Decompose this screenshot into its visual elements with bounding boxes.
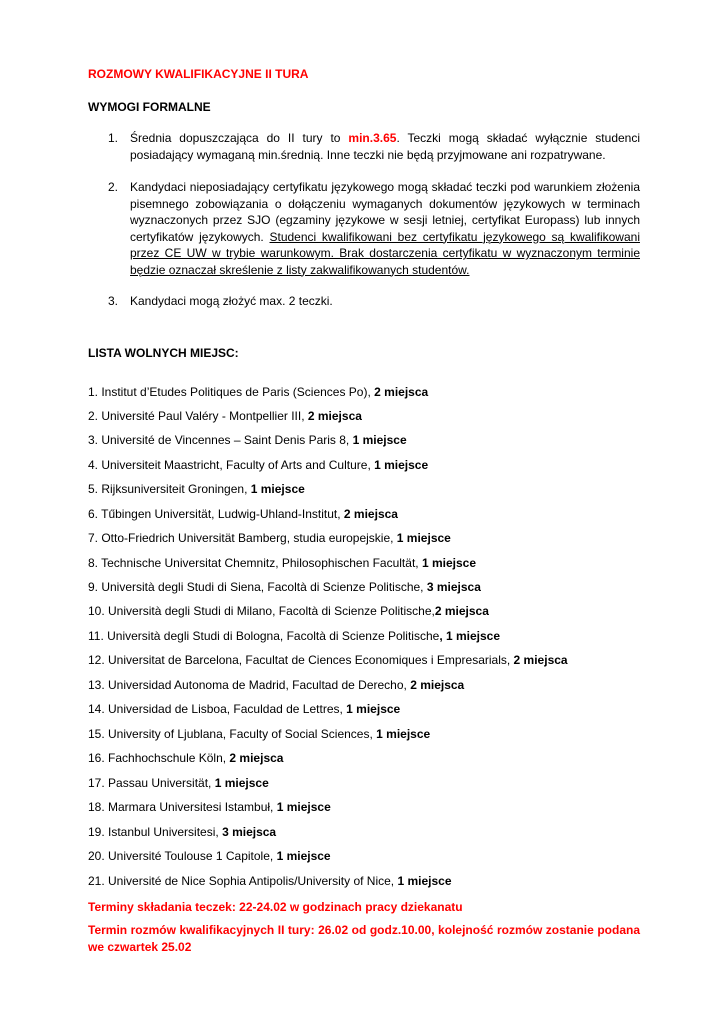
- place-name: 2. Université Paul Valéry - Montpellier III,: [88, 409, 308, 423]
- requirement-number: 3.: [108, 294, 119, 308]
- place-name: 7. Otto-Friedrich Universität Bamberg, studia europejskie,: [88, 531, 397, 545]
- list-item: [88, 556, 640, 570]
- list-item: [88, 458, 640, 472]
- place-count: 2 miejsca: [374, 385, 429, 399]
- minimum-average-value: min.3.65: [348, 131, 397, 145]
- list-item: [88, 482, 640, 496]
- requirement-text: [130, 179, 640, 278]
- list-item: [88, 604, 640, 618]
- place-name: 17. Passau Universität,: [88, 776, 215, 790]
- document-title: ROZMOWY KWALIFIKACYJNE II TURA: [88, 67, 309, 81]
- list-item: [88, 433, 640, 447]
- place-name: 10. Università degli Studi di Milano, Facoltà di Scienze Politische,: [88, 604, 435, 618]
- place-count: 2 miejsca: [410, 678, 465, 692]
- place-count: 1 miejsce: [346, 702, 401, 716]
- place-name: 11. Università degli Studi di Bologna, Facoltà di Scienze Politische: [88, 629, 440, 643]
- place-name: 1. Institut d’Etudes Politiques de Paris (Sciences Po),: [88, 385, 375, 399]
- requirement-text: [130, 130, 640, 163]
- place-count: 2 miejsca: [307, 409, 362, 423]
- place-count: 1 miejsce: [276, 849, 331, 863]
- place-name: 9. Università degli Studi di Siena, Facoltà di Scienze Politische,: [88, 580, 427, 594]
- place-count: 1 miejsce: [376, 727, 431, 741]
- list-item: [88, 531, 640, 545]
- place-name: 3. Université de Vincennes – Saint Denis Paris 8,: [88, 433, 353, 447]
- list-item: [88, 776, 640, 790]
- requirement-text-underlined: Studenci kwalifikowani bez certyfikatu językowego są kwalifikowani przez CE UW w trybie warunkowym. Brak dostarczenia certyfikatu w wyznaczonym terminie będzie oznaczał skreślenie z listy zakwalifikowanych studentów.: [130, 229, 640, 277]
- place-name: 21. Université de Nice Sophia Antipolis/University of Nice,: [88, 874, 398, 888]
- place-name: 5. Rijksuniversiteit Groningen,: [88, 482, 251, 496]
- place-name: 8. Technische Universitat Chemnitz, Philosophischen Facultät,: [88, 556, 422, 570]
- list-item: [88, 385, 640, 399]
- list-item: [88, 507, 640, 521]
- place-count: 1 miejsce: [276, 800, 331, 814]
- list-item: [88, 727, 640, 741]
- list-item: [88, 874, 640, 888]
- place-name: 16. Fachhochschule Köln,: [88, 751, 230, 765]
- place-name: 4. Universiteit Maastricht, Faculty of Arts and Culture,: [88, 458, 375, 472]
- place-name: 12. Universitat de Barcelona, Facultat de Ciences Economiques i Empresarials,: [88, 653, 514, 667]
- requirement-number: 1.: [108, 131, 119, 145]
- place-count: , 1 miejsce: [439, 629, 501, 643]
- place-name: 6. Tűbingen Universität, Ludwig-Uhland-Institut,: [88, 507, 344, 521]
- requirement-number: 2.: [108, 180, 119, 194]
- list-item: [88, 825, 640, 839]
- place-name: 20. Université Toulouse 1 Capitole,: [88, 849, 277, 863]
- list-item: [88, 751, 640, 765]
- requirement-text: Kandydaci mogą złożyć max. 2 teczki.: [130, 294, 333, 308]
- place-name: 14. Universidad de Lisboa, Faculdad de Lettres,: [88, 702, 347, 716]
- place-count: 2 miejsca: [229, 751, 284, 765]
- requirement-text-pre: Średnia dopuszczająca do II tury to: [130, 131, 349, 145]
- list-item: [88, 653, 640, 667]
- place-count: 1 miejsce: [374, 458, 429, 472]
- place-count: 3 miejsca: [426, 580, 481, 594]
- list-heading: LISTA WOLNYCH MIEJSC:: [88, 346, 239, 360]
- place-count: 1 miejsce: [421, 556, 476, 570]
- place-name: 18. Marmara Universitesi Istambuł,: [88, 800, 277, 814]
- list-item: [88, 629, 640, 643]
- place-count: 2 miejsca: [434, 604, 489, 618]
- list-item: [88, 678, 640, 692]
- list-item: [88, 409, 640, 423]
- requirements-heading: WYMOGI FORMALNE: [88, 100, 211, 114]
- place-count: 1 miejsce: [397, 874, 452, 888]
- list-item: [88, 800, 640, 814]
- requirement-text-post: . Teczki mogą składać wyłącznie studenci posiadający wymaganą min.średnią. Inne teczki nie będą przyjmowane ani rozpatrywane.: [130, 131, 641, 162]
- list-item: [88, 849, 640, 863]
- place-count: 2 miejsca: [513, 653, 568, 667]
- list-item: [88, 702, 640, 716]
- submission-deadline: Terminy składania teczek: 22-24.02 w godzinach pracy dziekanatu: [88, 900, 463, 914]
- place-name: 15. University of Ljublana, Faculty of Social Sciences,: [88, 727, 377, 741]
- place-count: 1 miejsce: [352, 433, 407, 447]
- interview-schedule: Termin rozmów kwalifikacyjnych II tury: 26.02 od godz.10.00, kolejność rozmów zostanie podana we czwartek 25.02: [88, 923, 640, 954]
- place-name: 19. Istanbul Universitesi,: [88, 825, 223, 839]
- place-count: 1 miejsce: [214, 776, 269, 790]
- list-item: [88, 580, 640, 594]
- place-count: 2 miejsca: [343, 507, 398, 521]
- place-count: 3 miejsca: [222, 825, 277, 839]
- requirement-text-pre: Kandydaci nieposiadający certyfikatu językowego mogą składać teczki pod warunkiem złożenia pisemnego zobowiązania o dołączeniu wymaganych dokumentów językowych w terminach wyznaczonych przez SJO (egzaminy językowe w sesji letniej, certyfikat Europass) lub innych certyfikatów językowych.: [130, 180, 640, 244]
- place-name: 13. Universidad Autonoma de Madrid, Facultad de Derecho,: [88, 678, 411, 692]
- place-count: 1 miejsce: [250, 482, 305, 496]
- place-count: 1 miejsce: [396, 531, 451, 545]
